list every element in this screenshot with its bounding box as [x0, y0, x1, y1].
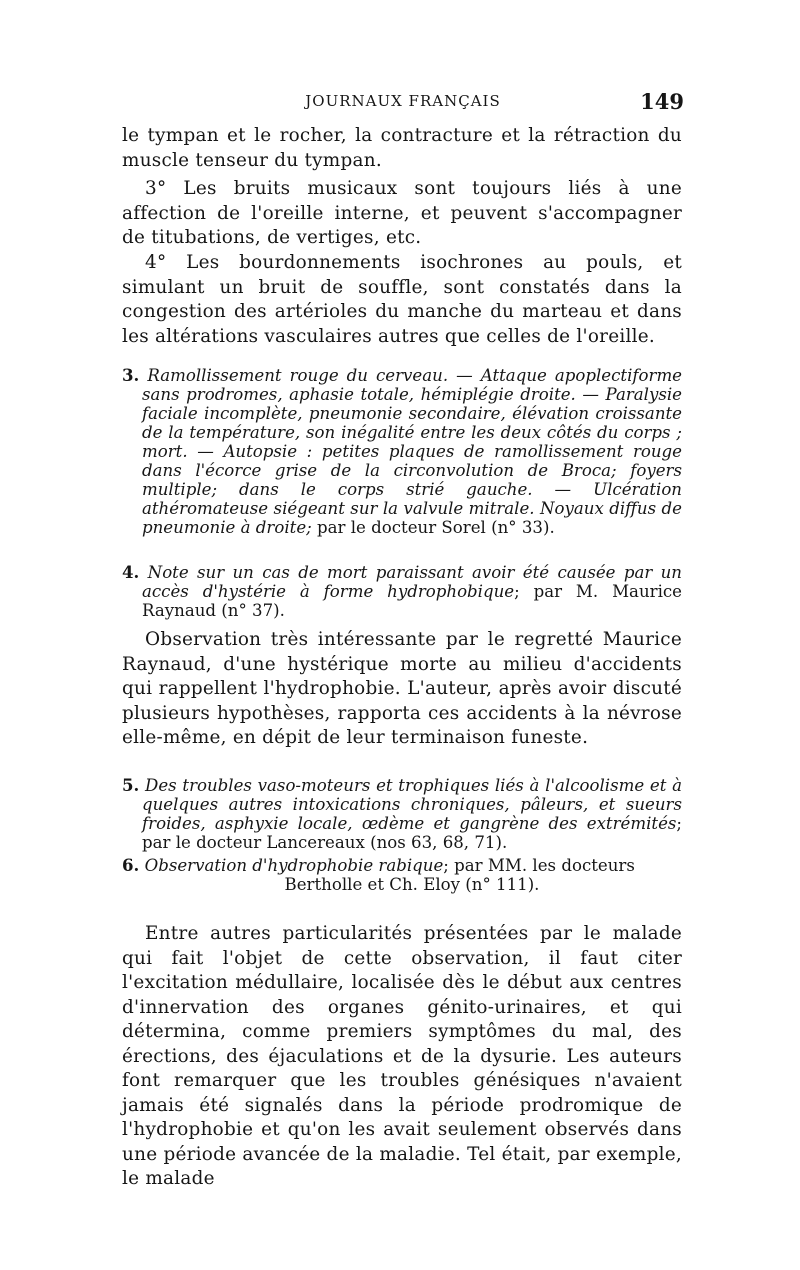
reference-byline: par le docteur Sorel (n° 33). — [317, 518, 555, 537]
reference-text — [122, 366, 682, 537]
reference-text — [122, 563, 682, 620]
commentary-entry-4 — [122, 628, 682, 751]
paragraph-bourdonnements — [122, 251, 682, 349]
paragraph-text: 4° Les bourdonnements isochrones au pouls, et simulant un bruit de souffle, sont constatés dans la congestion des artérioles du manche du marteau et dans les altérations vasculaires autres que celles de l'oreille. — [122, 252, 682, 347]
reference-byline: ; par M. Maurice Raynaud (n° 37). — [142, 582, 682, 620]
paragraph-bruits-musicaux — [122, 177, 682, 251]
running-title: JOURNAUX FRANÇAIS — [305, 92, 501, 110]
commentary-entry-6 — [122, 922, 682, 1192]
commentary-text: Observation très intéressante par le regretté Maurice Raynaud, d'une hystérique morte au milieu d'accidents qui rappellent l'hydrophobie. L'auteur, après avoir discuté plusieurs hypothèses, rapporta ces accidents à la névrose elle-même, en dépit de leur terminaison funeste. — [122, 629, 682, 748]
commentary-text: Entre autres particularités présentées par le malade qui fait l'objet de cette observation, il faut citer l'excitation médullaire, localisée dès le début aux centres d'innervation des organes génito-urinaires, et qui détermina, comme premiers symptômes du mal, des érections, des éjaculations et de la dysurie. Les auteurs font remarquer que les troubles génésiques n'avaient jamais été signalés dans la période prodromique de l'hydrophobie et qu'on les avait seulement observés dans une période avancée de la maladie. Tel était, par exemple, le malade — [122, 923, 682, 1189]
reference-entry-4 — [122, 563, 682, 620]
reference-entry-6 — [122, 856, 682, 894]
reference-text — [122, 856, 682, 894]
reference-byline-continued: Bertholle et Ch. Eloy (n° 111). — [284, 875, 540, 894]
reference-title: Observation d'hydrophobie rabique — [144, 856, 444, 875]
paragraph-text: 3° Les bruits musicaux sont toujours liés à une affection de l'oreille interne, et peuvent s'accompagner de titubations, de vertiges, etc. — [122, 178, 682, 248]
paragraph-text: le tympan et le rocher, la contracture et la rétraction du muscle tenseur du tympan. — [122, 125, 682, 171]
reference-number: 5. — [122, 775, 140, 795]
reference-entry-5 — [122, 776, 682, 852]
reference-byline: ; par le docteur Lancereaux (nos 63, 68, 71). — [142, 814, 682, 852]
page-header — [122, 89, 684, 118]
reference-title: Note sur un cas de mort paraissant avoir été causée par un accès d'hystérie à forme hydrophobique — [142, 563, 682, 601]
paragraph-tympan — [122, 124, 682, 173]
reference-number: 3. — [122, 365, 140, 385]
reference-byline: ; par MM. les docteurs — [443, 856, 635, 875]
reference-text — [122, 776, 682, 852]
reference-number: 4. — [122, 562, 140, 582]
reference-title: Des troubles vaso-moteurs et trophiques liés à l'alcoolisme et à quelques autres intoxications chroniques, pâleurs, et sueurs froides, asphyxie locale, œdème et gangrène des extrémités — [142, 776, 682, 833]
page-number: 149 — [640, 89, 684, 114]
reference-number: 6. — [122, 855, 140, 875]
reference-entry-3 — [122, 366, 682, 537]
reference-title: Ramollissement rouge du cerveau. — Attaque apoplectiforme sans prodromes, aphasie totale, hémiplégie droite. — Paralysie faciale incomplète, pneumonie secondaire, élévation croissante de la température, son inégalité entre les deux côtés du corps ; mort. — Autopsie : petites plaques de ramollissement rouge dans l'écorce grise de la circonvolution de Broca; foyers multiple; dans le corps strié gauche. — Ulcération athéromateuse siégeant sur la valvule mitrale. Noyaux diffus de pneumonie à droite; — [142, 366, 682, 537]
